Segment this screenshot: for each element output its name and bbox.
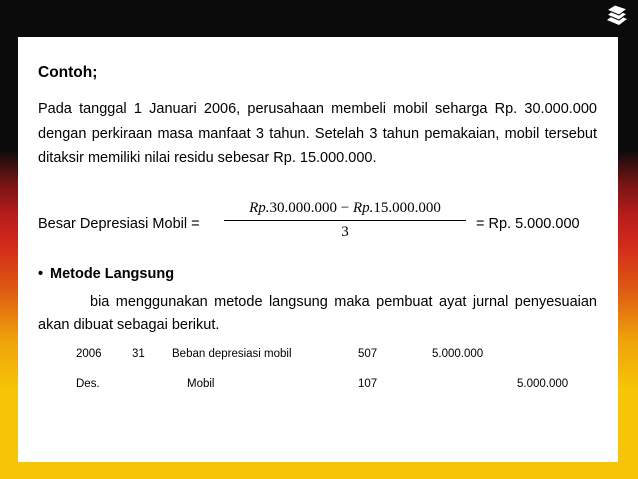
bullet-icon: • xyxy=(38,266,44,282)
numerator-b-value: 15.000.000 xyxy=(373,200,441,216)
example-paragraph: Pada tanggal 1 Januari 2006, perusahaan membeli mobil seharga Rp. 30.000.000 dengan perkiraan masa manfaat 3 tahun. Setelah 3 tahun pemakaian, mobil tersebut ditaksir memiliki nilai residu sebesar Rp. 15.000.000. xyxy=(38,101,597,166)
journal-table xyxy=(76,348,596,408)
formula-fraction xyxy=(220,200,470,241)
method-description: bia menggunakan metode langsung maka pembuat ayat jurnal penyesuaian akan dibuat sebagai berikut. xyxy=(38,294,597,333)
journal-row xyxy=(76,348,596,378)
minus-sign: − xyxy=(340,200,350,216)
numerator-a-prefix: Rp. xyxy=(249,200,270,216)
formula-denominator: 3 xyxy=(341,224,349,240)
page-title: Contoh; xyxy=(38,64,98,81)
numerator-b-prefix: Rp. xyxy=(352,200,374,216)
journal-date-year: 2006 xyxy=(76,348,102,360)
journal-row xyxy=(76,378,596,408)
formula-label: Besar Depresiasi Mobil = xyxy=(38,216,200,232)
formula-result: = Rp. 5.000.000 xyxy=(476,216,580,232)
stacked-books-logo-icon xyxy=(604,4,630,28)
journal-account: Beban depresiasi mobil xyxy=(172,348,292,360)
formula-numerator xyxy=(220,200,470,220)
journal-debit: 5.000.000 xyxy=(432,348,484,360)
bullet-heading xyxy=(38,266,174,282)
bullet-label: Metode Langsung xyxy=(50,266,175,282)
journal-account: Mobil xyxy=(187,378,215,390)
journal-date-year: Des. xyxy=(76,378,100,390)
numerator-a-value: 30.000.000 xyxy=(269,200,338,216)
depreciation-formula xyxy=(38,200,598,250)
journal-credit: 5.000.000 xyxy=(517,378,569,390)
journal-ref: 107 xyxy=(358,378,378,390)
journal-date-day: 31 xyxy=(132,348,145,360)
journal-ref: 507 xyxy=(358,348,378,360)
